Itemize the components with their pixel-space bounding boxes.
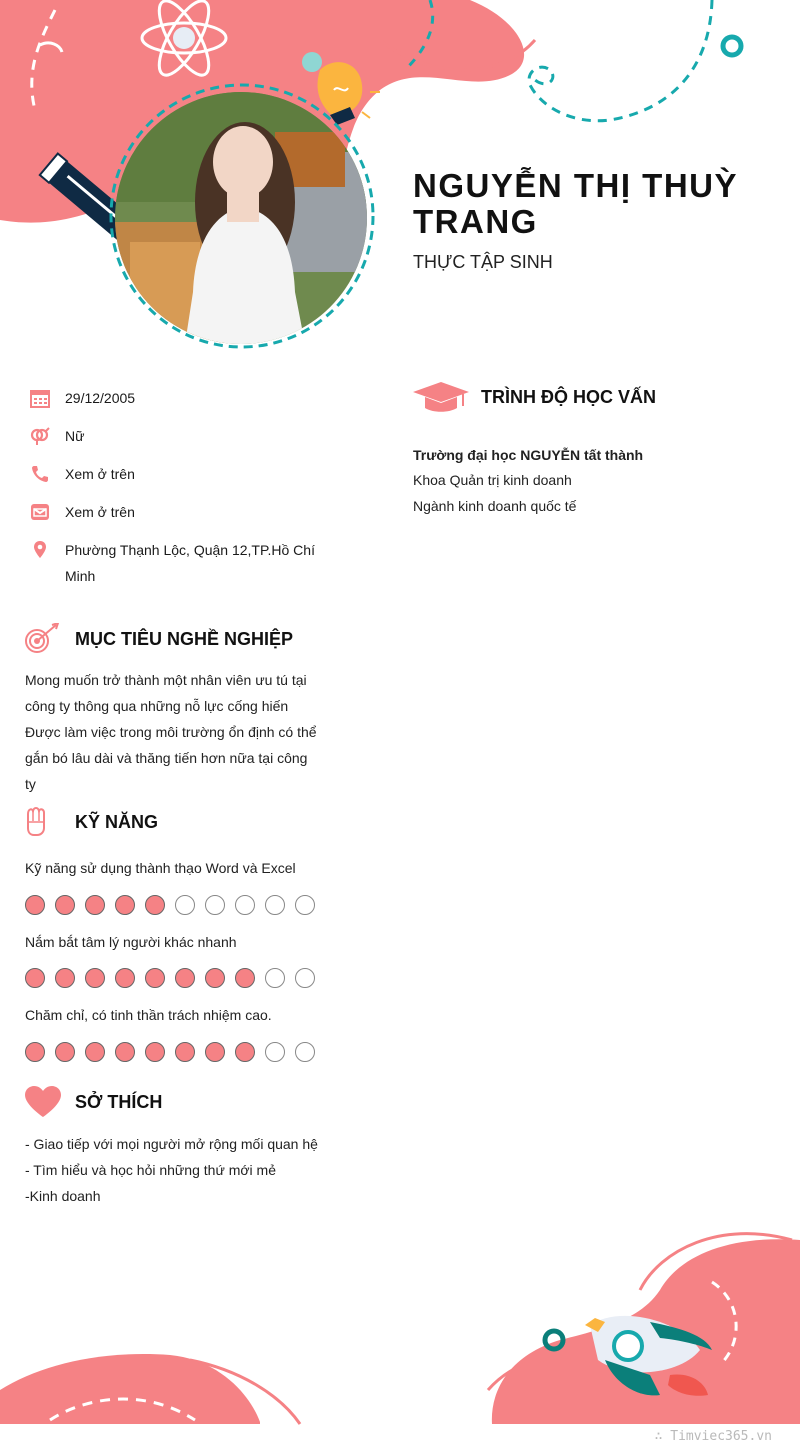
- candidate-role: THỰC TẬP SINH: [413, 252, 553, 272]
- gender-icon: [30, 426, 50, 446]
- birthday-text: 29/12/2005: [65, 390, 136, 406]
- rating-dot-filled: [115, 968, 135, 988]
- school-name: Trường đại học NGUYỄN tất thành: [413, 447, 644, 463]
- rating-dot-empty: [265, 1042, 285, 1062]
- rating-dot-empty: [265, 895, 285, 915]
- rating-dot-filled: [145, 895, 165, 915]
- calendar-icon: [30, 388, 50, 408]
- address-text: Phường Thạnh Lộc, Quận 12,TP.Hồ Chí Minh: [65, 542, 315, 584]
- contact-address: [30, 540, 320, 589]
- graduation-cap-icon: [413, 380, 469, 414]
- contact-gender: [30, 426, 320, 449]
- rating-dot-filled: [205, 1042, 225, 1062]
- hobby-item: - Tìm hiểu và học hỏi những thứ mới mẻ: [25, 1162, 276, 1178]
- skill-rating: [25, 968, 325, 988]
- rating-dot-filled: [25, 895, 45, 915]
- contact-birthday: [30, 388, 320, 411]
- rating-dot-empty: [265, 968, 285, 988]
- objective-title: MỤC TIÊU NGHỀ NGHIỆP: [75, 628, 294, 649]
- rating-dot-empty: [175, 895, 195, 915]
- rating-dot-empty: [235, 895, 255, 915]
- contact-phone: [30, 464, 320, 487]
- rating-dot-filled: [25, 968, 45, 988]
- watermark: ∴ Timviec365.vn: [654, 1429, 772, 1444]
- education-header: [413, 380, 656, 414]
- target-icon: [24, 623, 60, 655]
- major-name: Ngành kinh doanh quốc tế: [413, 498, 577, 514]
- rating-dot-filled: [85, 895, 105, 915]
- education-title: TRÌNH ĐỘ HỌC VẤN: [481, 386, 656, 407]
- contact-email: [30, 502, 320, 525]
- objective-text: Mong muốn trở thành một nhân viên ưu tú tại công ty thông qua những nỗ lực cống hiến Được làm việc trong môi trường ổn định có thể gắn bó lâu dài và thăng tiến hơn nữa tại công ty: [25, 672, 317, 792]
- rating-dot-filled: [55, 968, 75, 988]
- phone-icon: [30, 464, 50, 484]
- rating-dot-empty: [295, 968, 315, 988]
- rating-dot-filled: [115, 1042, 135, 1062]
- email-text: Xem ở trên: [65, 504, 135, 520]
- profile-photo: [115, 92, 367, 344]
- faculty-name: Khoa Quản trị kinh doanh: [413, 472, 572, 488]
- heart-icon: [24, 1086, 62, 1118]
- rating-dot-empty: [295, 1042, 315, 1062]
- phone-text: Xem ở trên: [65, 466, 135, 482]
- candidate-name: NGUYỄN THỊ THUỲ TRANG: [413, 167, 739, 240]
- rating-dot-filled: [85, 968, 105, 988]
- fist-icon: [24, 806, 48, 838]
- rating-dot-filled: [145, 968, 165, 988]
- skill-rating: [25, 1042, 325, 1062]
- skill-label: Nắm bắt tâm lý người khác nhanh: [25, 934, 237, 950]
- email-icon: [30, 502, 50, 522]
- hobby-item: -Kinh doanh: [25, 1188, 101, 1204]
- hobbies-title: SỞ THÍCH: [75, 1091, 163, 1112]
- hobby-item: - Giao tiếp với mọi người mở rộng mối quan hệ: [25, 1136, 318, 1152]
- rating-dot-filled: [85, 1042, 105, 1062]
- rating-dot-filled: [235, 968, 255, 988]
- rating-dot-filled: [235, 1042, 255, 1062]
- rating-dot-empty: [205, 895, 225, 915]
- objective-header: [24, 623, 293, 655]
- location-icon: [30, 540, 50, 560]
- hobbies-list: [25, 1131, 345, 1209]
- hobbies-header: [24, 1086, 162, 1118]
- gender-text: Nữ: [65, 428, 85, 444]
- skill-label: Chăm chỉ, có tinh thần trách nhiệm cao.: [25, 1007, 272, 1023]
- rating-dot-filled: [175, 1042, 195, 1062]
- rating-dot-filled: [205, 968, 225, 988]
- skill-rating: [25, 895, 325, 915]
- rating-dot-filled: [55, 1042, 75, 1062]
- rating-dot-empty: [295, 895, 315, 915]
- skills-header: [24, 806, 158, 838]
- bottom-left-blob: [0, 1354, 260, 1424]
- rating-dot-filled: [145, 1042, 165, 1062]
- skill-label: Kỹ năng sử dụng thành thạo Word và Excel: [25, 860, 296, 876]
- rating-dot-filled: [55, 895, 75, 915]
- rating-dot-filled: [115, 895, 135, 915]
- skills-title: KỸ NĂNG: [75, 811, 159, 832]
- rating-dot-filled: [175, 968, 195, 988]
- rating-dot-filled: [25, 1042, 45, 1062]
